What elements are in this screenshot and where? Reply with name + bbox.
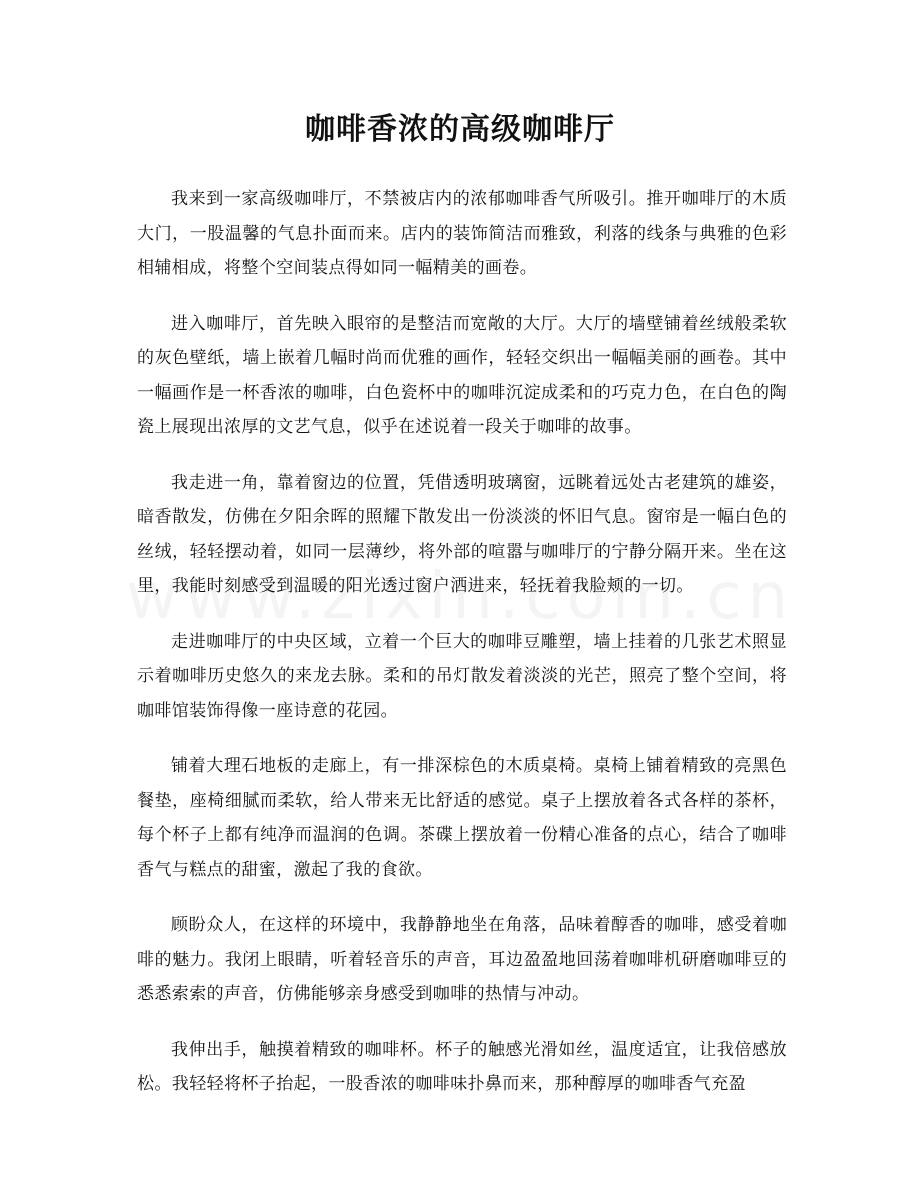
paragraph-1: 我来到一家高级咖啡厅，不禁被店内的浓郁咖啡香气所吸引。推开咖啡厅的木质大门，一股温馨的气息扑面而来。店内的装饰简洁而雅致，利落的线条与典雅的色彩相辅相成，将整个空间装点得如同一幅精美的画卷。	[137, 189, 787, 278]
paragraph-2: 进入咖啡厅，首先映入眼帘的是整洁而宽敞的大厅。大厅的墙壁铺着丝绒般柔软的灰色壁纸，墙上嵌着几幅时尚而优雅的画作，轻轻交织出一幅幅美丽的画卷。其中一幅画作是一杯香浓的咖啡，白色瓷杯中的咖啡沉淀成柔和的巧克力色，在白色的陶瓷上展现出浓厚的文艺气息，似乎在述说着一段关于咖啡的故事。	[137, 313, 787, 437]
paragraph-4: 走进咖啡厅的中央区域，立着一个巨大的咖啡豆雕塑，墙上挂着的几张艺术照显示着咖啡历史悠久的来龙去脉。柔和的吊灯散发着淡淡的光芒，照亮了整个空间，将咖啡馆装饰得像一座诗意的花园。	[137, 631, 787, 721]
paragraph-3: 我走进一角，靠着窗边的位置，凭借透明玻璃窗，远眺着远处古老建筑的雄姿，暗香散发，仿佛在夕阳余晖的照耀下散发出一份淡淡的怀旧气息。窗帘是一幅白色的丝绒，轻轻摆动着，如同一层薄纱，将外部的喧嚣与咖啡厅的宁静分隔开来。坐在这里，我能时刻感受到温暖的阳光透过窗户洒进来，轻抚着我脸颊的一切。	[137, 472, 787, 596]
paragraph-6: 顾盼众人，在这样的环境中，我静静地坐在角落，品味着醇香的咖啡，感受着咖啡的魅力。我闭上眼睛，听着轻音乐的声音，耳边盈盈地回荡着咖啡机研磨咖啡豆的悉悉索索的声音，仿佛能够亲身感受到咖啡的热情与冲动。	[137, 915, 787, 1004]
document-body	[137, 182, 787, 1123]
document-title: 咖啡香浓的高级咖啡厅	[305, 112, 615, 147]
paragraph-7: 我伸出手，触摸着精致的咖啡杯。杯子的触感光滑如丝，温度适宜，让我倍感放松。我轻轻将杯子抬起，一股香浓的咖啡味扑鼻而来，那种醇厚的咖啡香气充盈	[137, 1039, 787, 1094]
paragraph-5: 铺着大理石地板的走廊上，有一排深棕色的木质桌椅。桌椅上铺着精致的亮黑色餐垫，座椅细腻而柔软，给人带来无比舒适的感觉。桌子上摆放着各式各样的茶杯，每个杯子上都有纯净而温润的色调。茶碟上摆放着一份精心准备的点心，结合了咖啡香气与糕点的甜蜜，激起了我的食欲。	[137, 756, 787, 880]
